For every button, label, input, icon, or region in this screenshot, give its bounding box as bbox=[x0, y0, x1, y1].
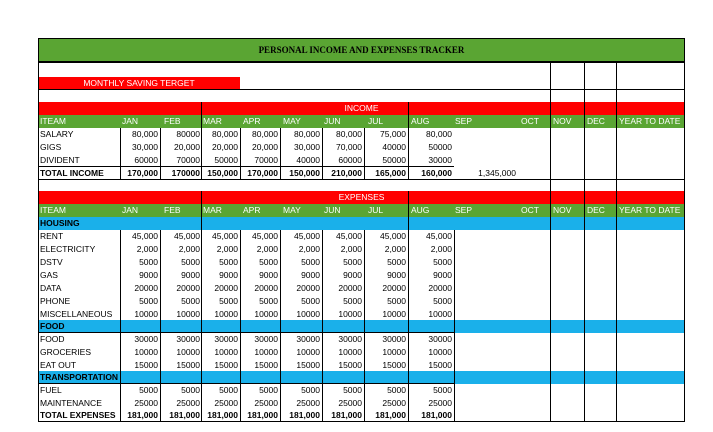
value-cell[interactable]: 20000 bbox=[338, 283, 362, 293]
value-cell[interactable]: 60000 bbox=[134, 155, 158, 165]
value-cell[interactable]: 5000 bbox=[139, 385, 158, 395]
value-cell[interactable]: 15000 bbox=[338, 360, 362, 370]
value-cell[interactable]: 25000 bbox=[254, 398, 278, 408]
value-cell[interactable]: 5000 bbox=[219, 296, 238, 306]
value-cell[interactable]: 165,000 bbox=[375, 168, 406, 178]
header-feb[interactable]: FEB bbox=[164, 116, 181, 126]
value-cell[interactable]: 25000 bbox=[338, 398, 362, 408]
income-header-row bbox=[38, 115, 685, 128]
value-cell[interactable]: 20,000 bbox=[252, 142, 278, 152]
row-label[interactable]: EAT OUT bbox=[40, 360, 77, 370]
value-cell[interactable]: 45,000 bbox=[132, 231, 158, 241]
header-sep[interactable]: SEP bbox=[455, 116, 473, 126]
row-label[interactable]: GROCERIES bbox=[40, 347, 92, 357]
value-cell[interactable]: 30000 bbox=[134, 334, 158, 344]
value-cell[interactable]: 80,000 bbox=[212, 129, 238, 139]
value-cell[interactable]: 2,000 bbox=[178, 244, 200, 254]
value-cell[interactable]: 20000 bbox=[254, 283, 278, 293]
value-cell[interactable]: 50000 bbox=[382, 155, 406, 165]
value-cell[interactable]: 80,000 bbox=[336, 129, 362, 139]
value-cell[interactable]: 10000 bbox=[176, 347, 200, 357]
value-cell[interactable]: 5000 bbox=[259, 385, 278, 395]
value-cell[interactable]: 20,000 bbox=[174, 142, 200, 152]
header-may[interactable]: MAY bbox=[283, 116, 301, 126]
header-apr[interactable]: APR bbox=[243, 116, 261, 126]
value-cell[interactable]: 181,000 bbox=[331, 410, 362, 420]
header-oct[interactable]: OCT bbox=[521, 116, 539, 126]
table-row bbox=[38, 384, 685, 397]
value-cell[interactable]: 25000 bbox=[296, 398, 320, 408]
value-cell[interactable]: 10000 bbox=[134, 347, 158, 357]
value-cell[interactable]: 2,000 bbox=[430, 244, 452, 254]
value-cell[interactable]: 5000 bbox=[259, 296, 278, 306]
value-cell[interactable]: 170,000 bbox=[247, 168, 278, 178]
value-cell[interactable]: 20000 bbox=[134, 283, 158, 293]
value-cell[interactable]: 5000 bbox=[181, 257, 200, 267]
table-row bbox=[38, 397, 685, 410]
table-row bbox=[38, 154, 685, 167]
tracker-title[interactable]: PERSONAL INCOME AND EXPENSES TRACKER bbox=[38, 38, 685, 62]
header-oct[interactable]: OCT bbox=[521, 205, 539, 215]
value-cell[interactable]: 80,000 bbox=[132, 129, 158, 139]
value-cell[interactable]: 30000 bbox=[428, 334, 452, 344]
value-cell[interactable]: 181,000 bbox=[375, 410, 406, 420]
value-cell[interactable]: 30000 bbox=[296, 334, 320, 344]
value-cell[interactable]: 5000 bbox=[301, 296, 320, 306]
value-cell[interactable]: 9000 bbox=[343, 270, 362, 280]
value-cell[interactable]: 5000 bbox=[343, 296, 362, 306]
value-cell[interactable]: 10000 bbox=[176, 309, 200, 319]
value-cell[interactable]: 45,000 bbox=[252, 231, 278, 241]
value-cell[interactable]: 9000 bbox=[181, 270, 200, 280]
header-jun[interactable]: JUN bbox=[324, 205, 341, 215]
value-cell[interactable]: 20,000 bbox=[212, 142, 238, 152]
spreadsheet bbox=[38, 38, 685, 424]
group-header-transportation bbox=[38, 371, 685, 384]
value-cell[interactable]: 9000 bbox=[219, 270, 238, 280]
value-cell[interactable]: 15000 bbox=[254, 360, 278, 370]
header-item[interactable]: ITEAM bbox=[40, 116, 66, 126]
value-cell[interactable]: 25000 bbox=[214, 398, 238, 408]
value-cell[interactable]: 150,000 bbox=[289, 168, 320, 178]
group-label[interactable]: TRANSPORTATION bbox=[40, 372, 119, 382]
value-cell[interactable]: 181,000 bbox=[169, 410, 200, 420]
value-cell[interactable]: 20000 bbox=[296, 283, 320, 293]
income-section-title[interactable]: INCOME bbox=[38, 102, 685, 115]
value-cell[interactable]: 5000 bbox=[301, 385, 320, 395]
value-cell[interactable]: 10000 bbox=[254, 309, 278, 319]
row-label[interactable]: DIVIDENT bbox=[40, 155, 80, 165]
expenses-section-title[interactable]: EXPENSES bbox=[38, 191, 685, 204]
value-cell[interactable]: 15000 bbox=[382, 360, 406, 370]
value-cell[interactable]: 30000 bbox=[254, 334, 278, 344]
group-label[interactable]: HOUSING bbox=[40, 218, 80, 228]
value-cell[interactable]: 30,000 bbox=[132, 142, 158, 152]
value-cell[interactable]: 10000 bbox=[214, 309, 238, 319]
header-feb[interactable]: FEB bbox=[164, 205, 181, 215]
group-header-food bbox=[38, 320, 685, 333]
row-label[interactable]: ELECTRICITY bbox=[40, 244, 96, 254]
value-cell[interactable]: 5000 bbox=[181, 296, 200, 306]
value-cell[interactable]: 45,000 bbox=[294, 231, 320, 241]
value-cell[interactable]: 1,345,000 bbox=[478, 168, 516, 178]
value-cell[interactable]: 5000 bbox=[387, 385, 406, 395]
value-cell[interactable]: 160,000 bbox=[421, 168, 452, 178]
value-cell[interactable]: 20000 bbox=[176, 283, 200, 293]
value-cell[interactable]: 5000 bbox=[433, 385, 452, 395]
value-cell[interactable]: 5000 bbox=[139, 257, 158, 267]
row-label[interactable]: PHONE bbox=[40, 296, 71, 306]
row-label[interactable]: TOTAL EXPENSES bbox=[40, 410, 116, 420]
header-apr[interactable]: APR bbox=[243, 205, 261, 215]
header-jun[interactable]: JUN bbox=[324, 116, 341, 126]
value-cell[interactable]: 25000 bbox=[176, 398, 200, 408]
value-cell[interactable]: 10000 bbox=[134, 309, 158, 319]
value-cell[interactable]: 5000 bbox=[219, 257, 238, 267]
value-cell[interactable]: 2,000 bbox=[298, 244, 320, 254]
value-cell[interactable]: 10000 bbox=[296, 309, 320, 319]
value-cell[interactable]: 9000 bbox=[387, 270, 406, 280]
value-cell[interactable]: 50000 bbox=[214, 155, 238, 165]
value-cell[interactable]: 50000 bbox=[428, 142, 452, 152]
table-row bbox=[38, 295, 685, 308]
table-row bbox=[38, 333, 685, 346]
value-cell[interactable]: 9000 bbox=[259, 270, 278, 280]
value-cell[interactable]: 2,000 bbox=[384, 244, 406, 254]
value-cell[interactable]: 80000 bbox=[176, 129, 200, 139]
value-cell[interactable]: 181,000 bbox=[289, 410, 320, 420]
value-cell[interactable]: 2,000 bbox=[340, 244, 362, 254]
monthly-saving-target-label[interactable]: MONTHLY SAVING TERGET bbox=[38, 77, 240, 89]
value-cell[interactable]: 15000 bbox=[214, 360, 238, 370]
header-ytd[interactable]: YEAR TO DATE bbox=[619, 205, 681, 215]
value-cell[interactable]: 10000 bbox=[296, 347, 320, 357]
value-cell[interactable]: 5000 bbox=[181, 385, 200, 395]
value-cell[interactable]: 181,000 bbox=[421, 410, 452, 420]
value-cell[interactable]: 10000 bbox=[382, 309, 406, 319]
value-cell[interactable]: 9000 bbox=[433, 270, 452, 280]
value-cell[interactable]: 30000 bbox=[382, 334, 406, 344]
value-cell[interactable]: 170,000 bbox=[127, 168, 158, 178]
value-cell[interactable]: 9000 bbox=[139, 270, 158, 280]
value-cell[interactable]: 170000 bbox=[171, 168, 200, 178]
value-cell[interactable]: 15000 bbox=[428, 360, 452, 370]
header-mar[interactable]: MAR bbox=[203, 116, 222, 126]
value-cell[interactable]: 5000 bbox=[387, 296, 406, 306]
value-cell[interactable]: 30000 bbox=[428, 155, 452, 165]
value-cell[interactable]: 30000 bbox=[338, 334, 362, 344]
table-row bbox=[38, 346, 685, 359]
value-cell[interactable]: 30,000 bbox=[294, 142, 320, 152]
value-cell[interactable]: 5000 bbox=[433, 296, 452, 306]
value-cell[interactable]: 10000 bbox=[428, 309, 452, 319]
value-cell[interactable]: 60000 bbox=[338, 155, 362, 165]
row-label[interactable]: FOOD bbox=[40, 334, 65, 344]
header-sep[interactable]: SEP bbox=[455, 205, 473, 215]
value-cell[interactable]: 40000 bbox=[296, 155, 320, 165]
value-cell[interactable]: 80,000 bbox=[294, 129, 320, 139]
header-nov[interactable]: NOV bbox=[553, 116, 572, 126]
row-label[interactable]: MISCELLANEOUS bbox=[40, 309, 113, 319]
value-cell[interactable]: 5000 bbox=[139, 296, 158, 306]
header-ytd[interactable]: YEAR TO DATE bbox=[619, 116, 681, 126]
value-cell[interactable]: 5000 bbox=[433, 257, 452, 267]
total-expenses-row bbox=[38, 409, 685, 422]
header-jul[interactable]: JUL bbox=[368, 205, 384, 215]
header-dec[interactable]: DEC bbox=[587, 116, 605, 126]
header-jan[interactable]: JAN bbox=[122, 205, 139, 215]
value-cell[interactable]: 80,000 bbox=[252, 129, 278, 139]
value-cell[interactable]: 20000 bbox=[382, 283, 406, 293]
value-cell[interactable]: 20000 bbox=[214, 283, 238, 293]
row-label[interactable]: GIGS bbox=[40, 142, 62, 152]
value-cell[interactable]: 70000 bbox=[254, 155, 278, 165]
table-row bbox=[38, 256, 685, 269]
value-cell[interactable]: 5000 bbox=[387, 257, 406, 267]
row-label[interactable]: MAINTENANCE bbox=[40, 398, 102, 408]
table-row bbox=[38, 282, 685, 295]
header-item[interactable]: ITEAM bbox=[40, 205, 66, 215]
total-income-row bbox=[38, 167, 685, 180]
header-dec[interactable]: DEC bbox=[587, 205, 605, 215]
header-jan[interactable]: JAN bbox=[122, 116, 139, 126]
group-header-housing bbox=[38, 217, 685, 230]
table-row bbox=[38, 141, 685, 154]
value-cell[interactable]: 80,000 bbox=[426, 129, 452, 139]
value-cell[interactable]: 15000 bbox=[176, 360, 200, 370]
value-cell[interactable]: 10000 bbox=[338, 347, 362, 357]
value-cell[interactable]: 15000 bbox=[134, 360, 158, 370]
row-label[interactable]: TOTAL INCOME bbox=[40, 168, 104, 178]
row-label[interactable]: RENT bbox=[40, 231, 64, 241]
value-cell[interactable]: 45,000 bbox=[336, 231, 362, 241]
row-label[interactable]: DSTV bbox=[40, 257, 63, 267]
value-cell[interactable]: 20000 bbox=[428, 283, 452, 293]
row-label[interactable]: DATA bbox=[40, 283, 62, 293]
value-cell[interactable]: 10000 bbox=[338, 309, 362, 319]
value-cell[interactable]: 70,000 bbox=[336, 142, 362, 152]
expenses-header-row bbox=[38, 204, 685, 217]
value-cell[interactable]: 75,000 bbox=[380, 129, 406, 139]
value-cell[interactable]: 2,000 bbox=[216, 244, 238, 254]
value-cell[interactable]: 9000 bbox=[301, 270, 320, 280]
value-cell[interactable]: 45,000 bbox=[212, 231, 238, 241]
value-cell[interactable]: 10000 bbox=[254, 347, 278, 357]
table-row bbox=[38, 128, 685, 141]
value-cell[interactable]: 25000 bbox=[428, 398, 452, 408]
table-row bbox=[38, 269, 685, 282]
table-row bbox=[38, 230, 685, 243]
header-may[interactable]: MAY bbox=[283, 205, 301, 215]
header-nov[interactable]: NOV bbox=[553, 205, 572, 215]
value-cell[interactable]: 181,000 bbox=[207, 410, 238, 420]
value-cell[interactable]: 45,000 bbox=[174, 231, 200, 241]
table-row bbox=[38, 359, 685, 372]
row-label[interactable]: FUEL bbox=[40, 385, 62, 395]
value-cell[interactable]: 45,000 bbox=[426, 231, 452, 241]
header-mar[interactable]: MAR bbox=[203, 205, 222, 215]
value-cell[interactable]: 210,000 bbox=[331, 168, 362, 178]
value-cell[interactable]: 45,000 bbox=[380, 231, 406, 241]
table-row bbox=[38, 243, 685, 256]
value-cell[interactable]: 40000 bbox=[382, 142, 406, 152]
value-cell[interactable]: 10000 bbox=[382, 347, 406, 357]
header-aug[interactable]: AUG bbox=[411, 116, 430, 126]
value-cell[interactable]: 25000 bbox=[134, 398, 158, 408]
value-cell[interactable]: 5000 bbox=[219, 385, 238, 395]
table-row bbox=[38, 308, 685, 321]
header-jul[interactable]: JUL bbox=[368, 116, 384, 126]
value-cell[interactable]: 2,000 bbox=[256, 244, 278, 254]
value-cell[interactable]: 5000 bbox=[259, 257, 278, 267]
value-cell[interactable]: 181,000 bbox=[127, 410, 158, 420]
value-cell[interactable]: 15000 bbox=[296, 360, 320, 370]
value-cell[interactable]: 30000 bbox=[214, 334, 238, 344]
value-cell[interactable]: 150,000 bbox=[207, 168, 238, 178]
value-cell[interactable]: 5000 bbox=[301, 257, 320, 267]
value-cell[interactable]: 30000 bbox=[176, 334, 200, 344]
value-cell[interactable]: 5000 bbox=[343, 257, 362, 267]
row-label[interactable]: GAS bbox=[40, 270, 58, 280]
value-cell[interactable]: 2,000 bbox=[136, 244, 158, 254]
value-cell[interactable]: 10000 bbox=[214, 347, 238, 357]
value-cell[interactable]: 5000 bbox=[343, 385, 362, 395]
group-label[interactable]: FOOD bbox=[40, 321, 65, 331]
value-cell[interactable]: 70000 bbox=[176, 155, 200, 165]
value-cell[interactable]: 25000 bbox=[382, 398, 406, 408]
header-aug[interactable]: AUG bbox=[411, 205, 430, 215]
value-cell[interactable]: 10000 bbox=[428, 347, 452, 357]
value-cell[interactable]: 181,000 bbox=[247, 410, 278, 420]
row-label[interactable]: SALARY bbox=[40, 129, 74, 139]
